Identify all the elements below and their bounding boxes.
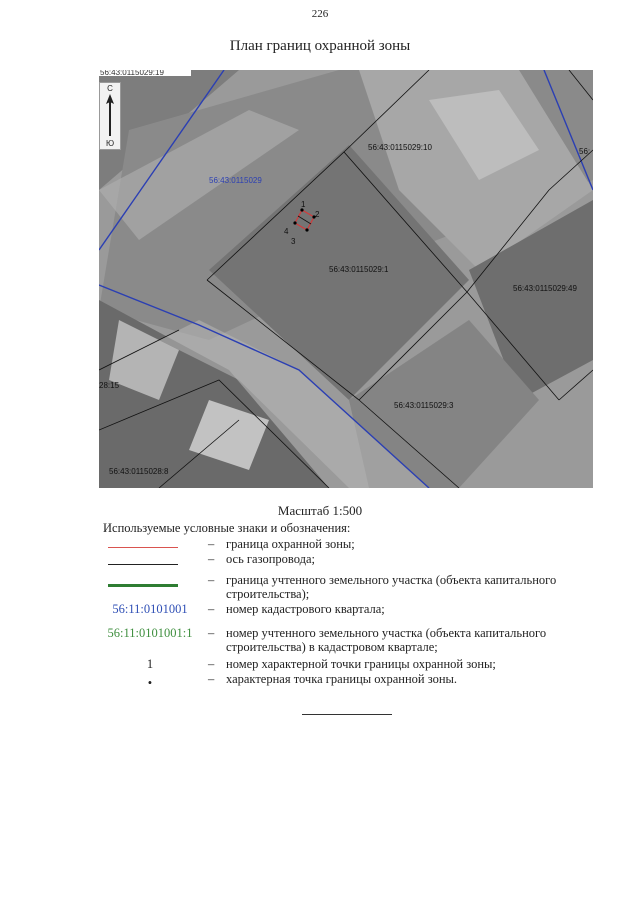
zone-point-label: 2 [315,210,320,219]
parcel-label: 56: [579,147,591,156]
top-left-parcel-label: 56:43:0115029:19 [100,70,164,77]
parcel-label: 56:43:0115028:8 [109,467,169,476]
legend-text: ось газопровода; [226,552,316,566]
legend-title: Используемые условные знаки и обозначения: [103,521,351,535]
legend-text: номер учтенного земельного участка (объекта капитального строительства) в кадастровом квартале; [226,626,547,654]
end-divider [302,714,392,715]
compass-south-label: Ю [105,139,115,148]
cadastral-map[interactable] [99,70,593,488]
parcel-label: 56:43:0115029:3 [394,401,454,410]
point-dot-icon: • [147,676,153,690]
legend-text: номер кадастрового квартала; [226,602,385,616]
legend-text: граница охранной зоны; [226,537,355,551]
page-title: План границ охранной зоны [229,38,411,54]
legend-symbol: 56:11:0101001 [112,602,188,616]
legend-text: граница учтенного земельного участка (объекта капитального строительства); [226,573,557,601]
compass-north-label: С [107,84,113,93]
map-canvas [99,70,593,488]
legend-symbol: 1 [146,657,154,671]
compass [99,82,121,150]
legend-text: характерная точка границы охранной зоны. [226,672,458,686]
zone-boundary-line-icon [108,547,178,548]
parcel-label: 56:43:0115029:10 [368,143,432,152]
parcel-label: 56:43:0115029:49 [513,284,577,293]
parcel-boundary-line-icon [108,584,178,587]
legend-text: номер характерной точки границы охранной зоны; [226,657,496,671]
parcel-label: 56:43:0115029:1 [329,265,389,274]
page-number: 226 [311,8,329,20]
map-scale: Масштаб 1:500 [277,503,363,518]
gas-pipeline-axis-line-icon [108,564,178,565]
parcel-label: 28:15 [99,381,120,390]
quarter-label: 56:43:0115029 [209,176,262,185]
zone-point-label: 1 [301,200,306,209]
legend-symbol: 56:11:0101001:1 [107,626,193,640]
zone-point-label: 3 [291,237,296,246]
north-arrow-icon [104,94,116,136]
zone-point-label: 4 [284,227,289,236]
